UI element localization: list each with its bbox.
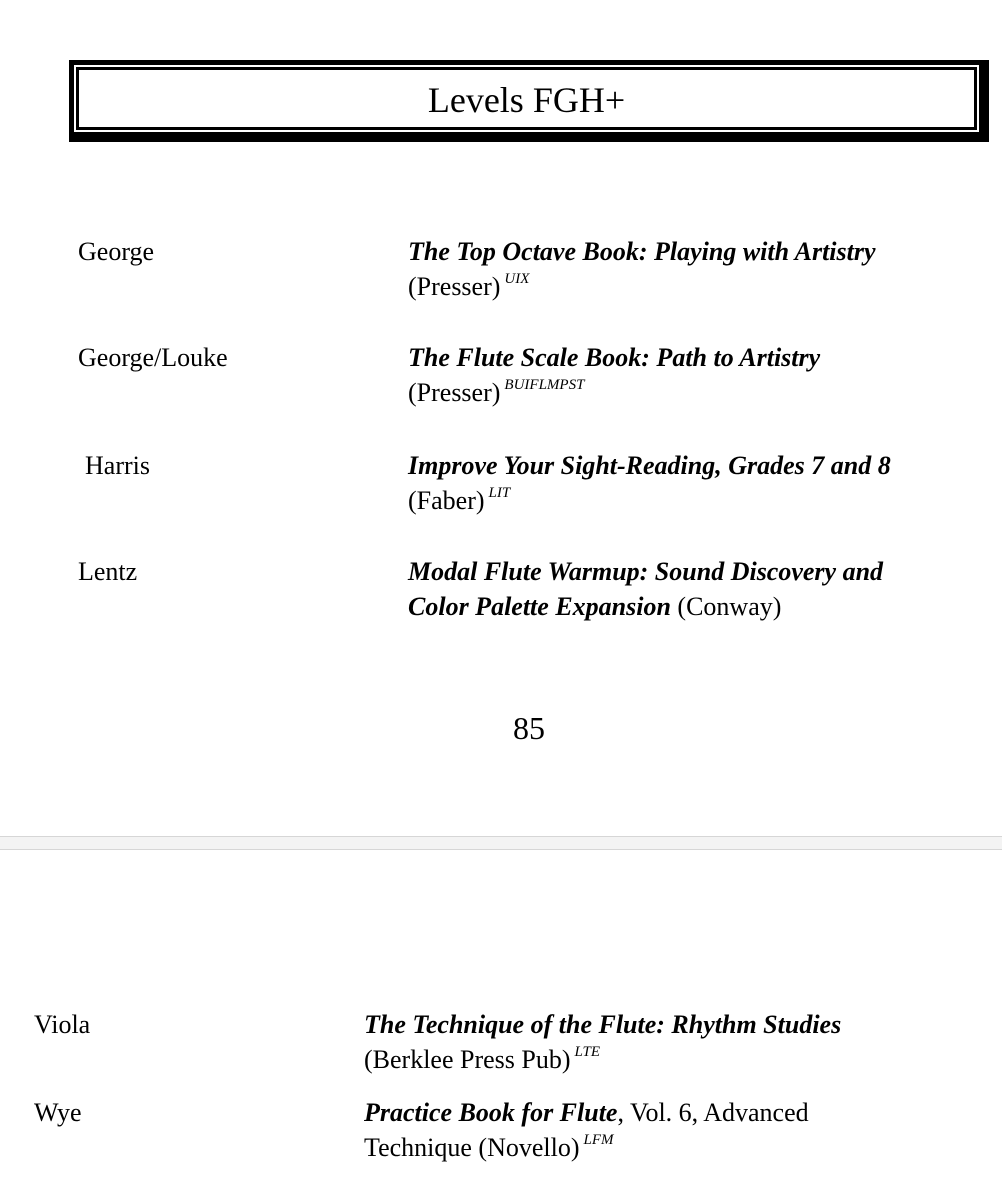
publisher: (Berklee Press Pub): [364, 1045, 571, 1074]
entry-work: [408, 554, 998, 624]
book-title: The Flute Scale Book: Path to Artistry: [408, 343, 821, 372]
book-title-line-1: Modal Flute Warmup: Sound Discovery and: [408, 557, 884, 586]
publisher: (Presser): [408, 378, 501, 407]
level-code: UIX: [504, 271, 530, 287]
section-heading-box: [69, 60, 989, 142]
entry-work: [364, 1095, 984, 1165]
entry-work: [408, 340, 988, 410]
page-number: 85: [513, 710, 545, 746]
section-heading-inner-border: [76, 67, 977, 130]
entry-author: George/Louke: [78, 343, 228, 372]
publisher: (Conway): [677, 592, 782, 621]
volume-info: , Vol. 6, Advanced: [617, 1098, 809, 1127]
page-separator: [0, 836, 1002, 850]
book-title: Practice Book for Flute: [364, 1098, 618, 1127]
section-heading: Levels FGH+: [427, 79, 626, 120]
book-title: The Top Octave Book: Playing with Artistry: [408, 237, 876, 266]
entry-author: Harris: [85, 451, 150, 480]
entry-author: Wye: [34, 1098, 82, 1127]
entry-author: Lentz: [78, 557, 138, 586]
level-code: LIT: [488, 485, 511, 501]
entry-author: Viola: [34, 1010, 91, 1039]
document-page-next: [0, 850, 1002, 1198]
entry-author: George: [78, 237, 155, 266]
level-code: BUIFLMPST: [504, 377, 585, 393]
level-code: LFM: [583, 1132, 614, 1148]
publisher: Technique (Novello): [364, 1133, 580, 1162]
entry-work: [408, 448, 998, 518]
entry-work: [364, 1007, 984, 1077]
book-title: The Technique of the Flute: Rhythm Studies: [364, 1010, 842, 1039]
level-code: LTE: [574, 1044, 601, 1060]
publisher: (Presser): [408, 272, 501, 301]
book-title-line-2: Color Palette Expansion: [408, 592, 671, 621]
publisher: (Faber): [408, 486, 485, 515]
entry-work: [408, 234, 988, 304]
book-title: Improve Your Sight-Reading, Grades 7 and 8: [408, 451, 891, 480]
